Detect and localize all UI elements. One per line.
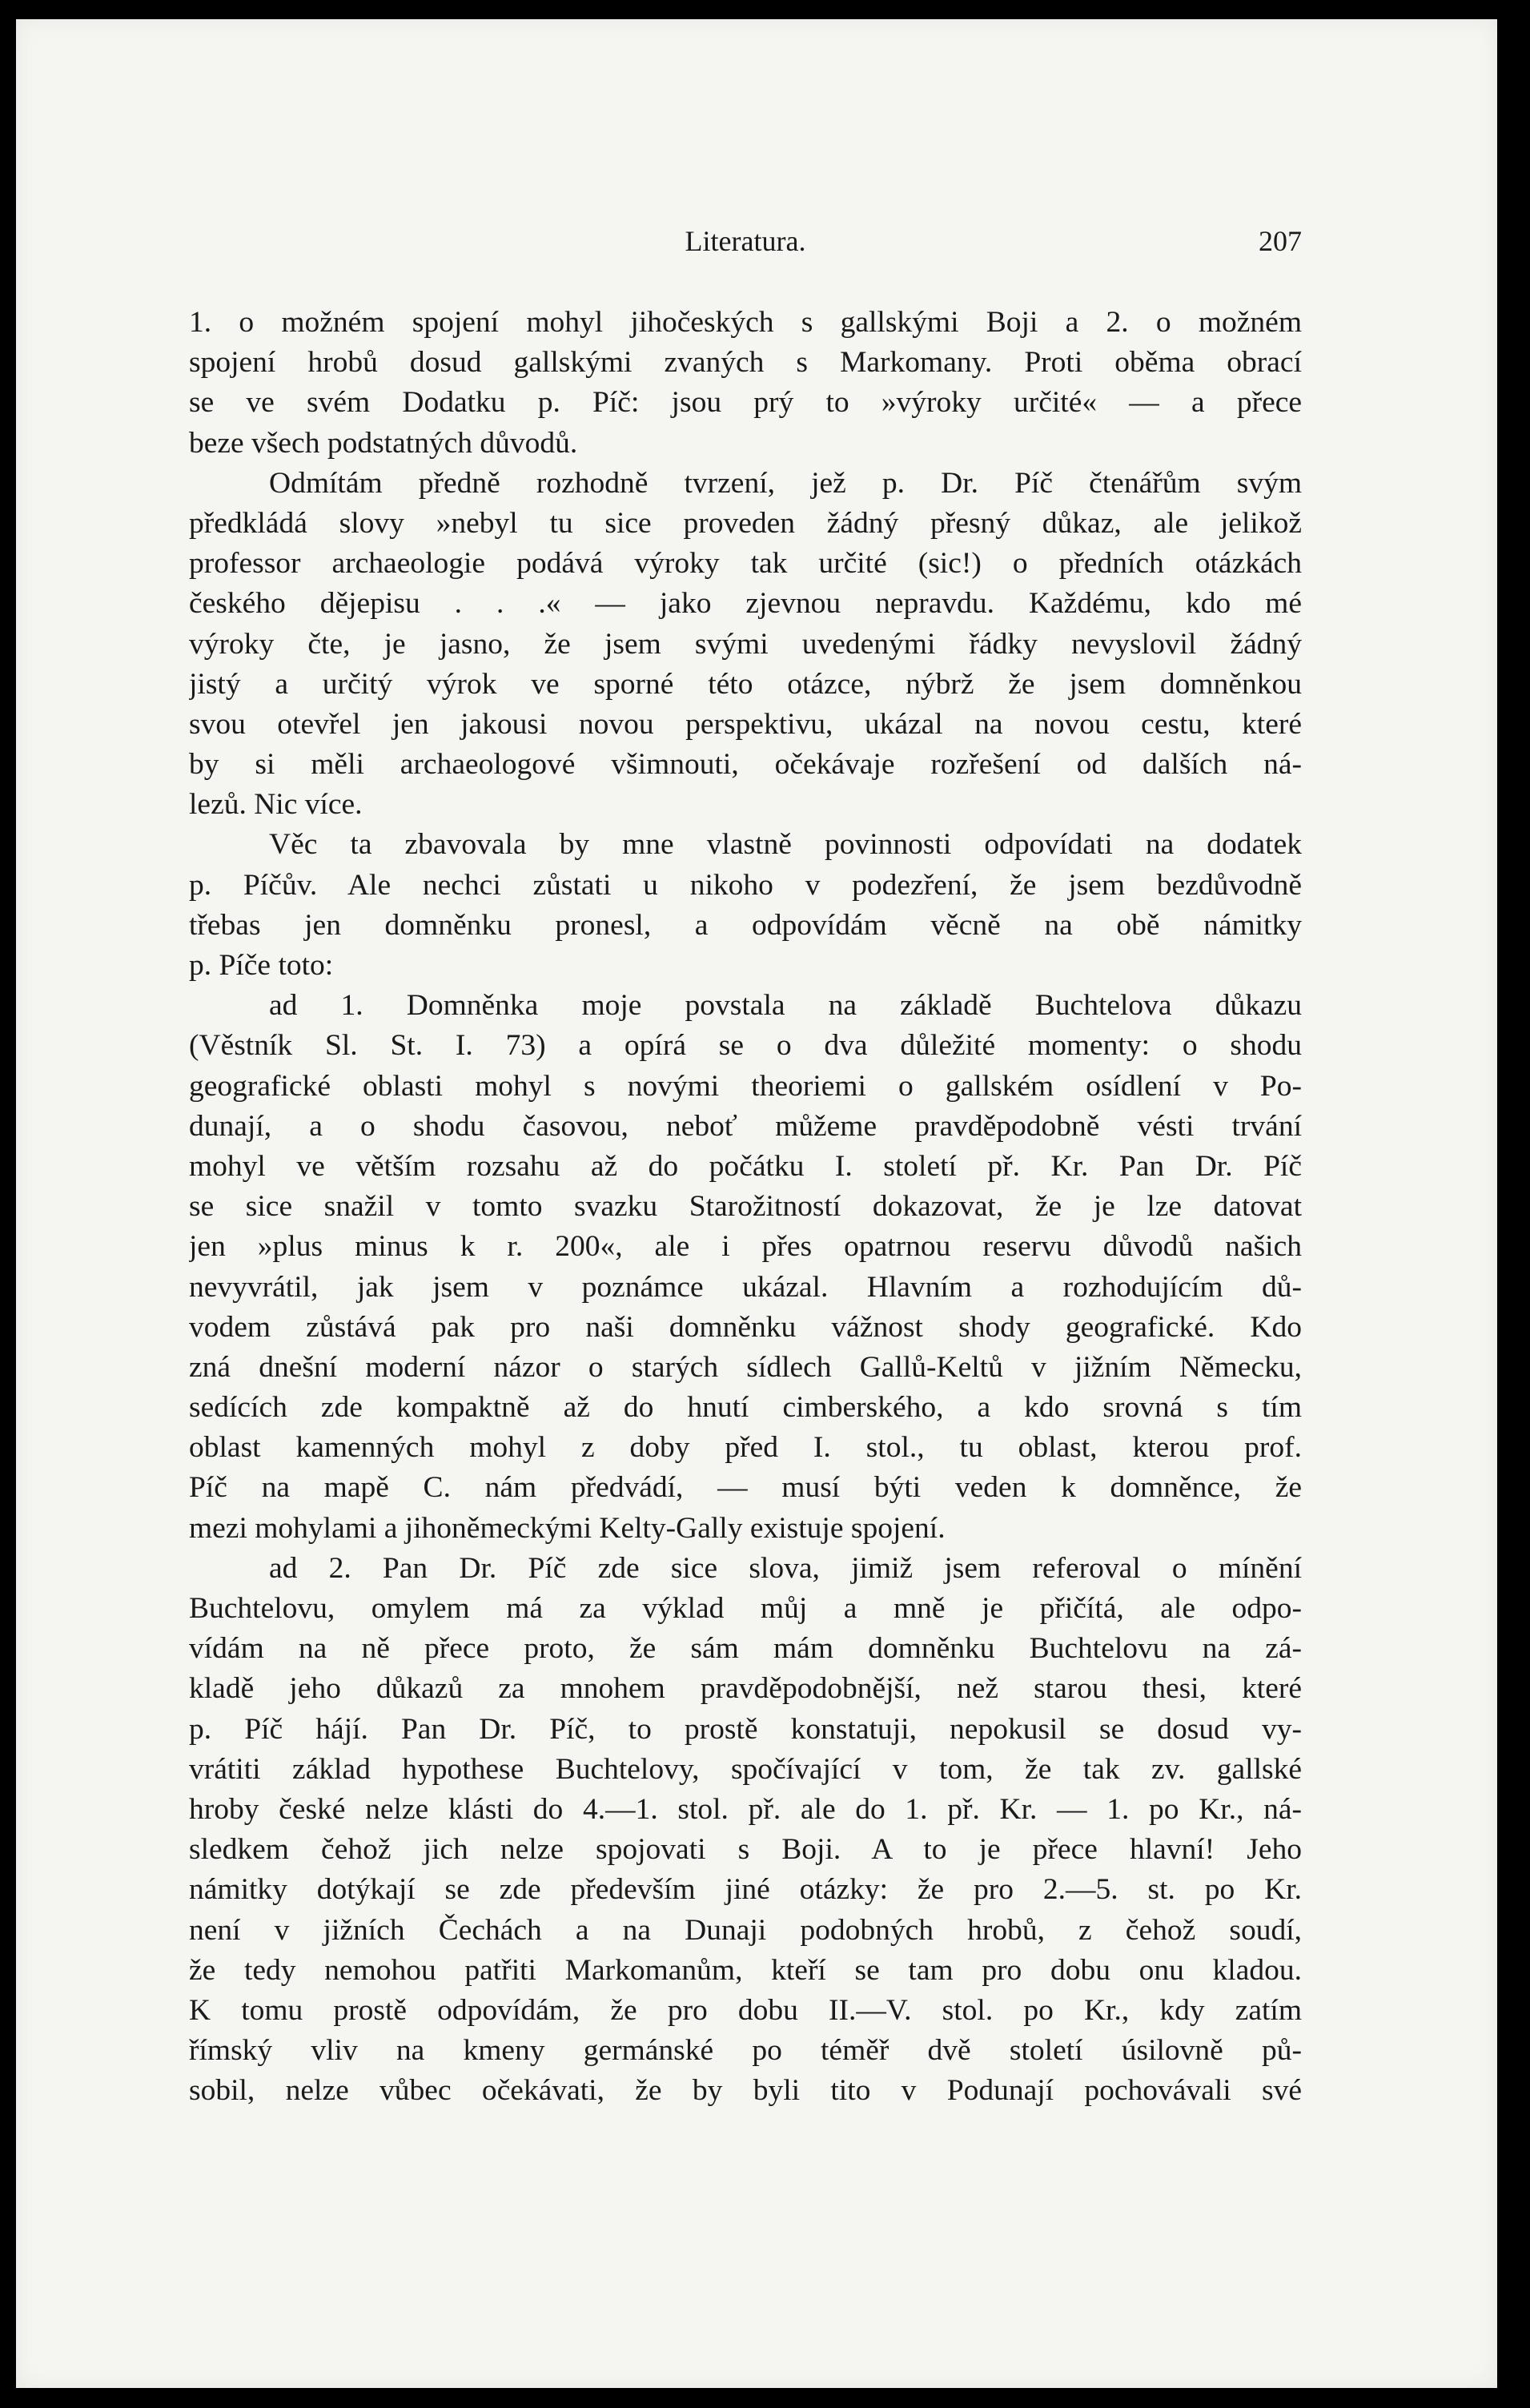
text-line: vídám na ně přece proto, že sám mám domněnku Buchtelovu na zá- — [189, 1632, 1302, 1666]
text-line: hroby české nelze klásti do 4.—1. stol. př. ale do 1. př. Kr. — 1. po Kr., ná- — [189, 1792, 1302, 1826]
text-line: (Věstník Sl. St. I. 73) a opírá se o dva důležité momenty: o shodu — [189, 1029, 1302, 1063]
page-number: 207 — [1259, 225, 1302, 257]
text-line: Věc ta zbavovala by mne vlastně povinnosti odpovídati na dodatek — [269, 828, 1302, 862]
text-line: vodem zůstává pak pro naši domněnku vážnost shody geografické. Kdo — [189, 1310, 1302, 1344]
text-line: nevyvrátil, jak jsem v poznámce ukázal. Hlavním a rozhodujícím dů- — [189, 1270, 1302, 1304]
text-line: jen »plus minus k r. 200«, ale i přes opatrnou reservu důvodů našich — [189, 1230, 1302, 1264]
text-line: že tedy nemohou patřiti Markomanům, kteří se tam pro dobu onu kladou. — [189, 1953, 1302, 1987]
text-line: kladě jeho důkazů za mnohem pravděpodobnější, než starou thesi, které — [189, 1672, 1302, 1706]
text-line: by si měli archaeologové všimnouti, očekávaje rozřešení od dalších ná- — [189, 748, 1302, 782]
text-line: p. Píčův. Ale nechci zůstati u nikoho v podezření, že jsem bezdůvodně — [189, 868, 1302, 902]
text-line: sledkem čehož jich nelze spojovati s Boji. A to je přece hlavní! Jeho — [189, 1833, 1302, 1867]
text-line: K tomu prostě odpovídám, že pro dobu II.—V. stol. po Kr., kdy zatím — [189, 1993, 1302, 2027]
text-line: se sice snažil v tomto svazku Starožitností dokazovat, že je lze datovat — [189, 1190, 1302, 1224]
text-line: p. Píče toto: — [189, 949, 334, 982]
text-line: professor archaeologie podává výroky tak určité (sic!) o předních otázkách — [189, 547, 1302, 581]
text-line: Odmítám předně rozhodně tvrzení, jež p. Dr. Píč čtenářům svým — [269, 466, 1302, 500]
text-line: sedících zde kompaktně až do hnutí cimberského, a kdo srovná s tím — [189, 1391, 1302, 1425]
page-header — [189, 224, 1302, 263]
text-line: římský vliv na kmeny germánské po téměř dvě století úsilovně pů- — [189, 2034, 1302, 2068]
text-line: oblast kamenných mohyl z doby před I. stol., tu oblast, kterou prof. — [189, 1431, 1302, 1465]
text-line: Buchtelovu, omylem má za výklad můj a mně je přičítá, ale odpo- — [189, 1592, 1302, 1625]
text-line: mezi mohylami a jihoněmeckými Kelty-Gally existuje spojení. — [189, 1511, 946, 1545]
text-line: se ve svém Dodatku p. Píč: jsou prý to »výroky určité« — a přece — [189, 386, 1302, 420]
scan-edge — [1497, 0, 1530, 2408]
text-line: sobil, nelze vůbec očekávati, že by byli tito v Podunají pochovávali své — [189, 2074, 1302, 2108]
text-line: vrátiti základ hypothese Buchtelovy, spočívající v tom, že tak zv. gallské — [189, 1752, 1302, 1786]
text-line: ad 2. Pan Dr. Píč zde sice slova, jimiž jsem referoval o mínění — [269, 1551, 1302, 1585]
text-line: 1. o možném spojení mohyl jihočeských s gallskými Boji a 2. o možném — [189, 306, 1302, 339]
text-line: ad 1. Domněnka moje povstala na základě Buchtelova důkazu — [269, 989, 1302, 1023]
text-line: dunají, a o shodu časovou, neboť můžeme pravděpodobně vésti trvání — [189, 1109, 1302, 1143]
text-line: jistý a určitý výrok ve sporné této otázce, nýbrž že jsem domněnkou — [189, 667, 1302, 701]
text-line: Píč na mapě C. nám předvádí, — musí býti veden k domněnce, že — [189, 1471, 1302, 1505]
text-line: třebas jen domněnku pronesl, a odpovídám věcně na obě námitky — [189, 908, 1302, 942]
text-line: beze všech podstatných důvodů. — [189, 426, 578, 460]
text-line: p. Píč hájí. Pan Dr. Píč, to prostě konstatuji, nepokusil se dosud vy- — [189, 1712, 1302, 1746]
text-line: lezů. Nic více. — [189, 788, 363, 822]
text-line: předkládá slovy »nebyl tu sice proveden žádný přesný důkaz, ale jelikož — [189, 506, 1302, 540]
text-line: zná dnešní moderní názor o starých sídlech Gallů-Keltů v jižním Německu, — [189, 1350, 1302, 1384]
text-line: není v jižních Čechách a na Dunaji podobných hrobů, z čehož soudí, — [189, 1913, 1302, 1947]
running-title: Literatura. — [685, 225, 806, 257]
text-line: výroky čte, je jasno, že jsem svými uvedenými řádky nevyslovil žádný — [189, 627, 1302, 661]
text-line: geografické oblasti mohyl s novými theoriemi o gallském osídlení v Po- — [189, 1069, 1302, 1103]
body-text — [189, 303, 1302, 2111]
text-line: svou otevřel jen jakousi novou perspektivu, ukázal na novou cestu, které — [189, 707, 1302, 741]
text-line: českého dějepisu . . .« — jako zjevnou nepravdu. Každému, kdo mé — [189, 587, 1302, 621]
text-line: námitky dotýkají se zde především jiné otázky: že pro 2.—5. st. po Kr. — [189, 1873, 1302, 1907]
text-line: mohyl ve větším rozsahu až do počátku I. století př. Kr. Pan Dr. Píč — [189, 1149, 1302, 1183]
text-line: spojení hrobů dosud gallskými zvaných s Markomany. Proti oběma obrací — [189, 346, 1302, 380]
